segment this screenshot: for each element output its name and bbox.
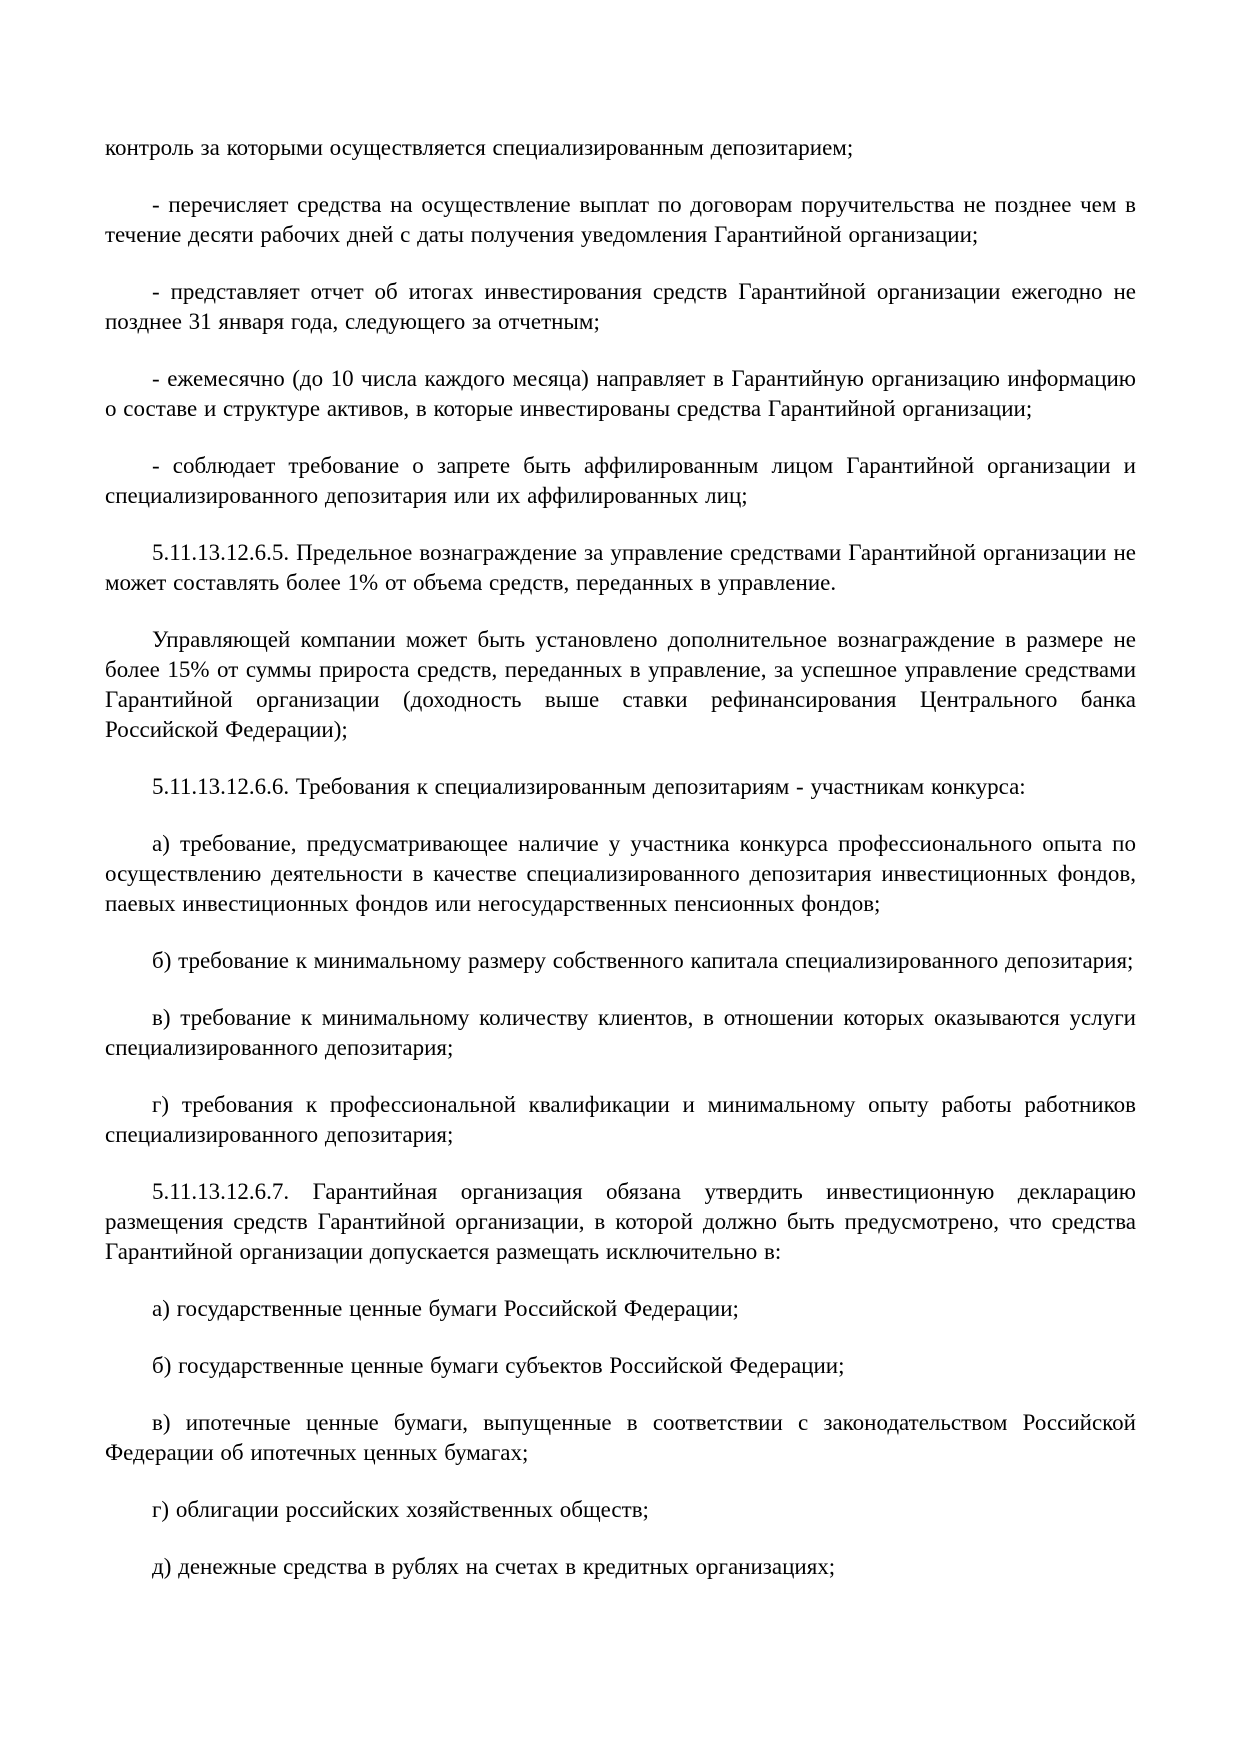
paragraph: - ежемесячно (до 10 числа каждого месяца) направляет в Гарантийную организацию информацию о составе и структуре активов, в которые инвестированы средства Гарантийной организации; xyxy=(105,366,1136,421)
document-text-body xyxy=(105,133,1136,1582)
paragraph: а) требование, предусматривающее наличие у участника конкурса профессионального опыта по осуществлению деятельности в качестве специализированного депозитария инвестиционных фондов, паевых инвестиционных фондов или негосударственных пенсионных фондов; xyxy=(105,831,1136,916)
paragraph: 5.11.13.12.6.7. Гарантийная организация обязана утвердить инвестиционную декларацию размещения средств Гарантийной организации, в которой должно быть предусмотрено, что средства Гарантийной организации допускается размещать исключительно в: xyxy=(105,1179,1136,1264)
paragraph: - соблюдает требование о запрете быть аффилированным лицом Гарантийной организации и специализированного депозитария или их аффилированных лиц; xyxy=(105,453,1136,508)
paragraph: г) требования к профессиональной квалификации и минимальному опыту работы работников специализированного депозитария; xyxy=(105,1092,1136,1147)
paragraph: д) денежные средства в рублях на счетах в кредитных организациях; xyxy=(152,1554,836,1579)
paragraph: г) облигации российских хозяйственных обществ; xyxy=(152,1497,649,1522)
paragraph: контроль за которыми осуществляется специализированным депозитарием; xyxy=(105,135,854,160)
paragraph: в) ипотечные ценные бумаги, выпущенные в соответствии с законодательством Российской Федерации об ипотечных ценных бумагах; xyxy=(105,1410,1136,1465)
paragraph: а) государственные ценные бумаги Российской Федерации; xyxy=(152,1296,739,1321)
paragraph: б) государственные ценные бумаги субъектов Российской Федерации; xyxy=(152,1353,845,1378)
paragraph: - представляет отчет об итогах инвестирования средств Гарантийной организации ежегодно не позднее 31 января года, следующего за отчетным; xyxy=(105,279,1136,334)
paragraph: - перечисляет средства на осуществление выплат по договорам поручительства не позднее чем в течение десяти рабочих дней с даты получения уведомления Гарантийной организации; xyxy=(105,192,1136,247)
paragraph: 5.11.13.12.6.5. Предельное вознаграждение за управление средствами Гарантийной организации не может составлять более 1% от объема средств, переданных в управление. xyxy=(105,540,1136,595)
paragraph: в) требование к минимальному количеству клиентов, в отношении которых оказываются услуги специализированного депозитария; xyxy=(105,1005,1136,1060)
paragraph: 5.11.13.12.6.6. Требования к специализированным депозитариям - участникам конкурса: xyxy=(152,774,1026,799)
paragraph: Управляющей компании может быть установлено дополнительное вознаграждение в размере не более 15% от суммы прироста средств, переданных в управление, за успешное управление средствами Гарантийной организации (доходность выше ставки рефинансирования Центрального банка Российской Федерации); xyxy=(105,627,1136,742)
paragraph: б) требование к минимальному размеру собственного капитала специализированного депозитария; xyxy=(152,948,1134,973)
